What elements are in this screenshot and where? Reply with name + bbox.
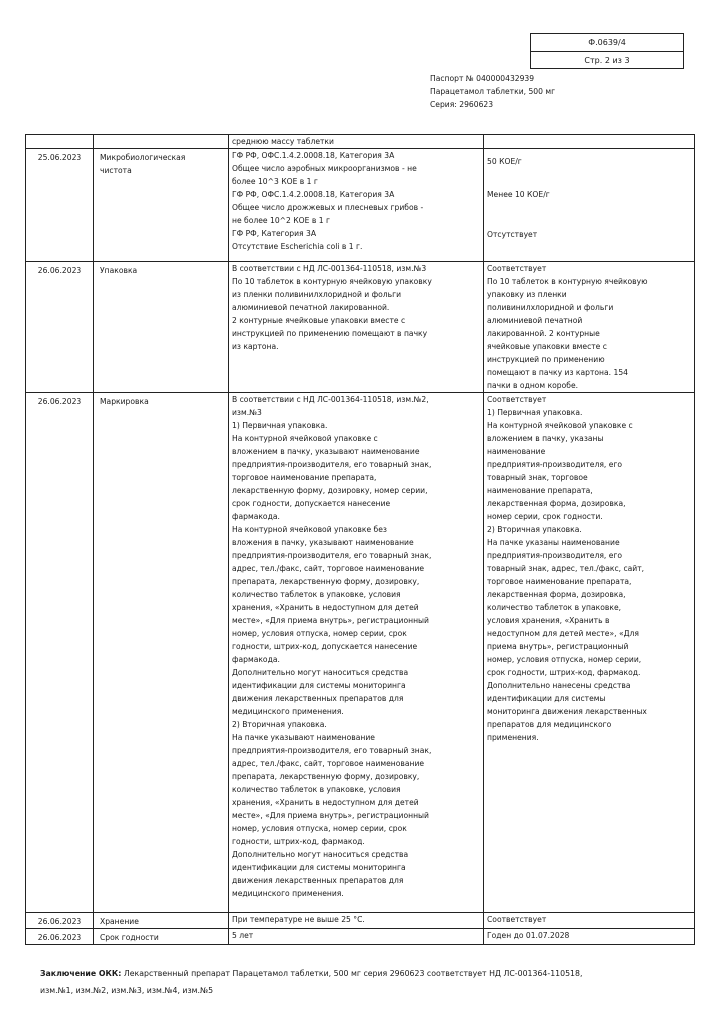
result-line: 2) Вторичная упаковка. [487, 525, 582, 534]
form-code: Ф.0639/4 [531, 34, 683, 52]
date-cell: 26.06.2023 [26, 393, 94, 913]
spec-line: Дополнительно могут наноситься средства [232, 850, 409, 859]
result-line: препаратов для медицинского [487, 720, 612, 729]
spec-line: Отсутствие Escherichia coli в 1 г. [232, 242, 363, 251]
spec-line: срок годности, допускается нанесение [232, 499, 391, 508]
test-name-cell: Маркировка [94, 393, 229, 913]
spec-line: идентификации для системы мониторинга [232, 863, 406, 872]
test-name-line: чистота [100, 166, 132, 175]
spec-line: 2 контурные ячейковые упаковки вместе с [232, 316, 406, 325]
result-line: лекарственная форма, дозировка, [487, 590, 626, 599]
result-line: идентификации для системы [487, 694, 606, 703]
result-line: торговое наименование препарата, [487, 577, 632, 586]
spec-line: На контурной ячейковой упаковке с [232, 434, 378, 443]
spec-line: идентификации для системы мониторинга [232, 681, 406, 690]
qc-conclusion [40, 965, 680, 999]
result-line: пачки в одном коробе. [487, 381, 579, 390]
spec-line: инструкцией по применению помещают в пачку [232, 329, 428, 338]
table-row-labeling [26, 393, 695, 913]
result-cell [484, 262, 695, 393]
spec-cell [229, 149, 484, 262]
result-line: ячейковые упаковки вместе с [487, 342, 607, 351]
spec-line: адрес, тел./факс, сайт, торговое наименование [232, 564, 425, 573]
test-name-cell: Упаковка [94, 262, 229, 393]
result-line: поливинилхлоридной и фольги [487, 303, 614, 312]
result-line: наименование [487, 447, 546, 456]
spec-line: не более 10^2 КОЕ в 1 г [232, 216, 330, 225]
result-line: 50 КОЕ/г [487, 157, 522, 166]
spec-line: препарата, лекарственную форму, дозировку, [232, 577, 420, 586]
spec-cell: среднюю массу таблетки [229, 135, 484, 149]
result-line: срок годности, штрих-код, фармакод. [487, 668, 641, 677]
spec-cell [229, 393, 484, 913]
spec-line: из картона. [232, 342, 279, 351]
result-line: номер, условия отпуска, номер серии, [487, 655, 642, 664]
spec-line: изм.№3 [232, 408, 262, 417]
spec-line: лекарственную форму, дозировку, номер серии, [232, 486, 428, 495]
result-line: недоступном для детей месте», «Для [487, 629, 639, 638]
spec-line: Общее число дрожжевых и плесневых грибов - [232, 203, 424, 212]
date-cell: 26.06.2023 [26, 262, 94, 393]
result-line: приема внутрь», регистрационный [487, 642, 629, 651]
spec-line: номер, условия отпуска, номер серии, срок [232, 629, 407, 638]
spec-line: ГФ РФ, ОФС.1.4.2.0008.18, Категория 3А [232, 151, 395, 160]
result-line: По 10 таблеток в контурную ячейковую [487, 277, 648, 286]
spec-line: алюминиевой печатной лакированной. [232, 303, 390, 312]
result-line: мониторинга движения лекарственных [487, 707, 647, 716]
result-line: лекарственная форма, дозировка, [487, 499, 626, 508]
date-cell: 26.06.2023 [26, 929, 94, 945]
result-line: товарный знак, торговое [487, 473, 588, 482]
result-line: условия хранения, «Хранить в [487, 616, 610, 625]
result-line: наименование препарата, [487, 486, 593, 495]
date-cell: 26.06.2023 [26, 913, 94, 929]
result-line: предприятия-производителя, его [487, 551, 623, 560]
result-line: товарный знак, адрес, тел./факс, сайт, [487, 564, 645, 573]
spec-line: месте», «Для приема внутрь», регистрационный [232, 811, 429, 820]
result-line: Менее 10 КОЕ/г [487, 190, 550, 199]
spec-line: адрес, тел./факс, сайт, торговое наименование [232, 759, 425, 768]
result-cell: Соответствует [484, 913, 695, 929]
test-name-cell: Срок годности [94, 929, 229, 945]
spec-line: На пачке указывают наименование [232, 733, 375, 742]
spec-line: ГФ РФ, ОФС.1.4.2.0008.18, Категория 3А [232, 190, 395, 199]
spec-line: препарата, лекарственную форму, дозировку, [232, 772, 420, 781]
result-line: На пачке указаны наименование [487, 538, 620, 547]
spec-line: годности, штрих-код, допускается нанесение [232, 642, 418, 651]
conclusion-label: Заключение ОКК: [40, 969, 122, 978]
spec-cell: 5 лет [229, 929, 484, 945]
spec-line: В соответствии с НД ЛС-001364-110518, изм.№2, [232, 395, 429, 404]
result-line: вложением в пачку, указаны [487, 434, 604, 443]
result-line: Дополнительно нанесены средства [487, 681, 631, 690]
spec-line: ГФ РФ, Категория 3А [232, 229, 317, 238]
spec-line: В соответствии с НД ЛС-001364-110518, изм.№3 [232, 264, 427, 273]
spec-line: количество таблеток в упаковке, условия [232, 785, 401, 794]
result-line: 1) Первичная упаковка. [487, 408, 583, 417]
result-line: Соответствует [487, 395, 547, 404]
spec-line: количество таблеток в упаковке, условия [232, 590, 401, 599]
result-line: упаковку из пленки [487, 290, 567, 299]
result-cell [484, 393, 695, 913]
result-line: инструкцией по применению [487, 355, 605, 364]
table-row-continued [26, 135, 695, 149]
spec-line: вложением в пачку, указывают наименование [232, 447, 420, 456]
spec-line: номер, условия отпуска, номер серии, срок [232, 824, 407, 833]
product-name: Парацетамол таблетки, 500 мг [430, 87, 556, 96]
spec-line: из пленки поливинилхлоридной и фольги [232, 290, 402, 299]
series-number: Серия: 2960623 [430, 100, 494, 109]
result-cell [484, 149, 695, 262]
spec-line: По 10 таблеток в контурную ячейковую упаковку [232, 277, 432, 286]
table-row-storage [26, 913, 695, 929]
spec-line: движения лекарственных препаратов для [232, 694, 404, 703]
result-cell: Годен до 01.07.2028 [484, 929, 695, 945]
spec-line: фармакода. [232, 512, 280, 521]
spec-line: 2) Вторичная упаковка. [232, 720, 327, 729]
spec-cell: При температуре не выше 25 °С. [229, 913, 484, 929]
spec-line: 1) Первичная упаковка. [232, 421, 328, 430]
result-line: На контурной ячейковой упаковке с [487, 421, 633, 430]
spec-line: На контурной ячейковой упаковке без [232, 525, 387, 534]
test-results-table [25, 134, 695, 945]
result-line: применения. [487, 733, 539, 742]
conclusion-text: Лекарственный препарат Парацетамол таблетки, 500 мг серия 2960623 соответствует НД ЛС-001364-110518, [121, 969, 583, 978]
result-line: Отсутствует [487, 230, 538, 239]
spec-line: медицинского применения. [232, 889, 344, 898]
spec-line: предприятия-производителя, его товарный знак, [232, 460, 432, 469]
passport-number: Паспорт № 040000432939 [430, 74, 535, 83]
test-name-cell [94, 149, 229, 262]
spec-line: Общее число аэробных микроорганизмов - не [232, 164, 417, 173]
spec-line: предприятия-производителя, его товарный знак, [232, 551, 432, 560]
conclusion-amendments: изм.№1, изм.№2, изм.№3, изм.№4, изм.№5 [40, 986, 214, 995]
test-name-cell: Хранение [94, 913, 229, 929]
spec-cell [229, 262, 484, 393]
result-line: помещают в пачку из картона. 154 [487, 368, 628, 377]
spec-line: торговое наименование препарата, [232, 473, 377, 482]
spec-line: вложения в пачку, указывают наименование [232, 538, 414, 547]
table-row-shelf-life [26, 929, 695, 945]
table-row-microbiology [26, 149, 695, 262]
spec-line: предприятия-производителя, его товарный знак, [232, 746, 432, 755]
spec-line: фармакода. [232, 655, 280, 664]
result-line: Соответствует [487, 264, 547, 273]
result-line: алюминиевой печатной [487, 316, 583, 325]
spec-line: Дополнительно могут наноситься средства [232, 668, 409, 677]
table-row-packaging [26, 262, 695, 393]
spec-line: хранения, «Хранить в недоступном для детей [232, 603, 419, 612]
result-line: лакированной. 2 контурные [487, 329, 600, 338]
result-line: предприятия-производителя, его [487, 460, 623, 469]
spec-line: хранения, «Хранить в недоступном для детей [232, 798, 419, 807]
spec-line: месте», «Для приема внутрь», регистрационный [232, 616, 429, 625]
spec-line: годности, штрих-код, фармакод. [232, 837, 365, 846]
spec-line: движения лекарственных препаратов для [232, 876, 404, 885]
form-code-box [530, 33, 684, 69]
spec-line: медицинского применения. [232, 707, 344, 716]
page-number: Стр. 2 из 3 [584, 56, 630, 65]
date-cell: 25.06.2023 [26, 149, 94, 262]
test-name-line: Микробиологическая [100, 153, 186, 162]
result-line: номер серии, срок годности. [487, 512, 603, 521]
spec-line: более 10^3 КОЕ в 1 г [232, 177, 318, 186]
result-line: количество таблеток в упаковке, [487, 603, 622, 612]
passport-header [430, 72, 555, 111]
